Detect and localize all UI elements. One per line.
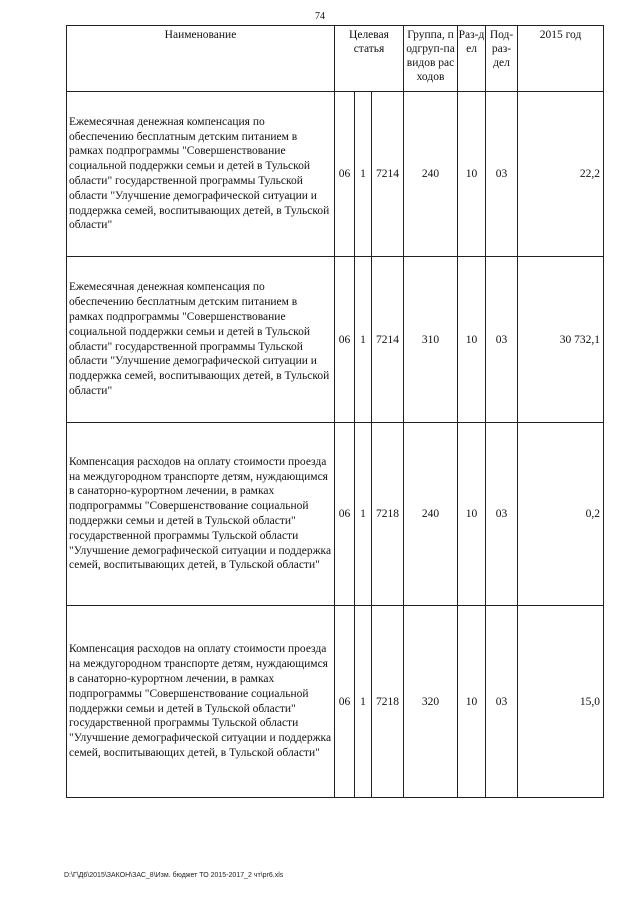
file-path-footer: D:\Г\Д6\2015\ЗАКОН\ЗАС_8\Изм. бюджет ТО 2015-2017_2 чт\pr6.xls (64, 872, 284, 879)
row-section: 10 (458, 606, 486, 798)
row-name: Компенсация расходов на оплату стоимости проезда на междугородном транспорте детям, нуждающимся в санаторно-курортном лечении, в рамках подпрограммы "Совершенствование социальной поддержки семьи и детей в Тульской области" государственной программы Тульской области "Улучшение демографической ситуации и поддержка семей, воспитывающих детей, в Тульской области" (67, 606, 335, 798)
row-target-code: 7218 (372, 423, 404, 606)
row-group: 240 (404, 92, 458, 257)
table-row (67, 423, 604, 606)
table-row (67, 257, 604, 423)
header-group: Группа, подгруп-па видов расходов (404, 26, 458, 92)
row-amount: 0,2 (518, 423, 604, 606)
row-target-code: 7214 (372, 257, 404, 423)
table-row (67, 92, 604, 257)
row-section: 10 (458, 257, 486, 423)
row-subsection: 03 (486, 92, 518, 257)
row-group: 240 (404, 423, 458, 606)
row-target-program: 06 (335, 257, 355, 423)
row-group: 310 (404, 257, 458, 423)
row-target-subprogram: 1 (355, 423, 372, 606)
header-name: Наименование (67, 26, 335, 92)
row-target-program: 06 (335, 606, 355, 798)
header-year: 2015 год (518, 26, 604, 92)
header-subsection: Под-раз-дел (486, 26, 518, 92)
header-target: Целевая статья (335, 26, 404, 92)
row-group: 320 (404, 606, 458, 798)
row-target-subprogram: 1 (355, 257, 372, 423)
row-section: 10 (458, 92, 486, 257)
row-name: Компенсация расходов на оплату стоимости проезда на междугородном транспорте детям, нуждающимся в санаторно-курортном лечении, в рамках подпрограммы "Совершенствование социальной поддержки семьи и детей в Тульской области" государственной программы Тульской области "Улучшение демографической ситуации и поддержка семей, воспитывающих детей, в Тульской области" (67, 423, 335, 606)
row-amount: 15,0 (518, 606, 604, 798)
page-number: 74 (315, 11, 325, 22)
table-row (67, 606, 604, 798)
row-target-program: 06 (335, 423, 355, 606)
row-subsection: 03 (486, 606, 518, 798)
row-target-subprogram: 1 (355, 606, 372, 798)
budget-table (66, 25, 604, 798)
row-section: 10 (458, 423, 486, 606)
row-target-program: 06 (335, 92, 355, 257)
row-name: Ежемесячная денежная компенсация по обеспечению бесплатным детским питанием в рамках подпрограммы "Совершенствование социальной поддержки семьи и детей в Тульской области" государственной программы Тульской области "Улучшение демографической ситуации и поддержка семей, воспитывающих детей, в Тульской области" (67, 257, 335, 423)
header-row (67, 26, 604, 92)
row-target-code: 7214 (372, 92, 404, 257)
row-target-subprogram: 1 (355, 92, 372, 257)
row-amount: 22,2 (518, 92, 604, 257)
row-target-code: 7218 (372, 606, 404, 798)
header-section: Раз-дел (458, 26, 486, 92)
row-subsection: 03 (486, 257, 518, 423)
row-name: Ежемесячная денежная компенсация по обеспечению бесплатным детским питанием в рамках подпрограммы "Совершенствование социальной поддержки семьи и детей в Тульской области" государственной программы Тульской области "Улучшение демографической ситуации и поддержка семей, воспитывающих детей, в Тульской области" (67, 92, 335, 257)
row-subsection: 03 (486, 423, 518, 606)
row-amount: 30 732,1 (518, 257, 604, 423)
